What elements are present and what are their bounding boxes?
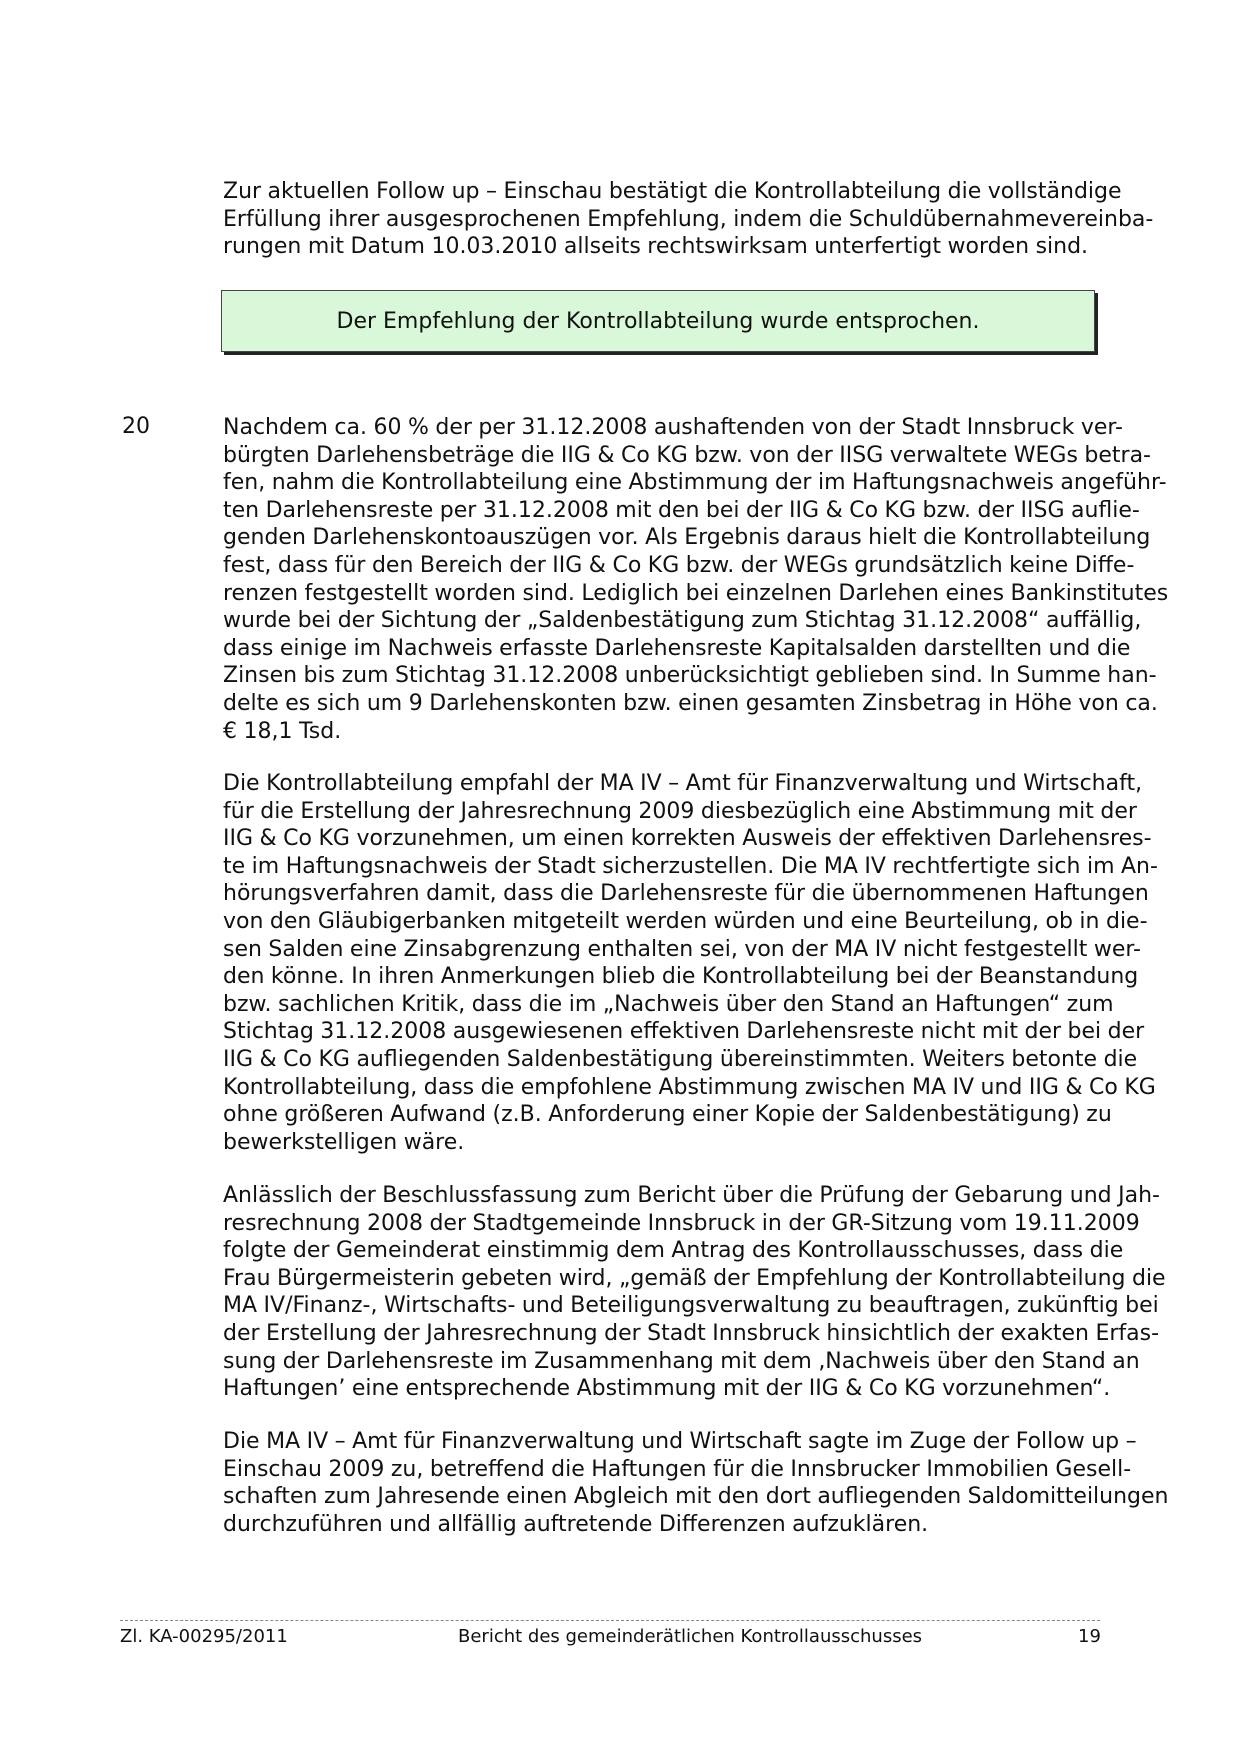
text-line: Frau Bürgermeisterin gebeten wird, „gemäß der Empfehlung der Kontrollabteilung die — [223, 1265, 1166, 1291]
text-line: bürgten Darlehensbeträge die IIG & Co KG bzw. von der IISG verwaltete WEGs betra- — [223, 442, 1151, 468]
page-number: 19 — [1078, 1626, 1101, 1647]
text-line: Haftungen’ eine entsprechende Abstimmung mit der IIG & Co KG vorzunehmen“. — [223, 1376, 1111, 1402]
paragraph-1 — [223, 414, 1169, 745]
text-line: bewerkstelligen wäre. — [223, 1129, 465, 1155]
paragraph-4 — [223, 1428, 1169, 1538]
text-line: Stichtag 31.12.2008 ausgewiesenen effektiven Darlehensreste nicht mit der bei der — [223, 1019, 1145, 1045]
footer-divider — [120, 1620, 1100, 1621]
text-line: Anlässlich der Beschlussfassung zum Bericht über die Prüfung der Gebarung und Jah- — [223, 1183, 1160, 1208]
text-line: delte es sich um 9 Darlehenskonten bzw. einen gesamten Zinsbetrag in Höhe von ca. — [223, 690, 1158, 716]
text-line: te im Haftungsnachweis der Stadt sicherzustellen. Die MA IV rechtfertigte sich im An- — [223, 853, 1158, 879]
text-line: Kontrollabteilung, dass die empfohlene Abstimmung zwischen MA IV und IIG & Co KG — [223, 1074, 1156, 1100]
text-line: resrechnung 2008 der Stadtgemeinde Innsbruck in der GR-Sitzung vom 19.11.2009 — [223, 1210, 1140, 1236]
text-line: fest, dass für den Bereich der IIG & Co KG bzw. der WEGs grundsätzlich keine Diffe- — [223, 552, 1135, 578]
text-line: MA IV/Finanz-, Wirtschafts- und Beteiligungsverwaltung zu beauftragen, zukünftig bei — [223, 1293, 1159, 1319]
section-number: 20 — [122, 414, 150, 439]
text-line: Die Kontrollabteilung empfahl der MA IV – Amt für Finanzverwaltung und Wirtschaft, — [223, 771, 1143, 796]
text-line: von den Gläubigerbanken mitgeteilt werden würden und eine Beurteilung, ob in die- — [223, 908, 1148, 934]
text-line: dass einige im Nachweis erfasste Darlehensreste Kapitalsalden darstellten und die — [223, 635, 1131, 661]
paragraph-2 — [223, 770, 1158, 1156]
text-line: hörungsverfahren damit, dass die Darlehensreste für die übernommenen Haftungen — [223, 881, 1149, 907]
callout-text: Der Empfehlung der Kontrollabteilung wurde entsprochen. — [336, 308, 980, 334]
text-line: fen, nahm die Kontrollabteilung eine Abstimmung der im Haftungsnachweis angeführ- — [223, 470, 1167, 496]
intro-paragraph — [223, 178, 1154, 261]
text-line: sen Salden eine Zinsabgrenzung enthalten sei, von der MA IV nicht festgestellt wer- — [223, 936, 1141, 962]
text-line: durchzuführen und allfällig auftretende Differenzen aufzuklären. — [223, 1511, 929, 1537]
text-line: Einschau 2009 zu, betreffend die Haftungen für die Innsbrucker Immobilien Gesell- — [223, 1456, 1132, 1482]
text-line: Zur aktuellen Follow up – Einschau bestätigt die Kontrollabteilung die vollständige — [223, 179, 1122, 204]
text-line: den könne. In ihren Anmerkungen blieb die Kontrollabteilung bei der Beanstandung — [223, 964, 1139, 990]
text-line: genden Darlehenskontoauszügen vor. Als Ergebnis daraus hielt die Kontrollabteilung — [223, 525, 1151, 551]
text-line: bzw. sachlichen Kritik, dass die im „Nachweis über den Stand an Haftungen“ zum — [223, 991, 1114, 1017]
text-line: sung der Darlehensreste im Zusammenhang mit dem ‚Nachweis über den Stand an — [223, 1348, 1140, 1374]
footer-reference: Zl. KA-00295/2011 — [120, 1626, 288, 1647]
text-line: für die Erstellung der Jahresrechnung 2009 diesbezüglich eine Abstimmung mit der — [223, 798, 1137, 824]
text-line: rungen mit Datum 10.03.2010 allseits rechtswirksam unterfertigt worden sind. — [223, 234, 1089, 260]
recommendation-callout-box — [221, 290, 1095, 352]
text-line: wurde bei der Sichtung der „Saldenbestätigung zum Stichtag 31.12.2008“ auffällig, — [223, 608, 1142, 634]
text-line: der Erstellung der Jahresrechnung der Stadt Innsbruck hinsichtlich der exakten Erfas- — [223, 1320, 1160, 1346]
text-line: Die MA IV – Amt für Finanzverwaltung und Wirtschaft sagte im Zuge der Follow up – — [223, 1429, 1137, 1454]
paragraph-3 — [223, 1182, 1166, 1403]
text-line: IIG & Co KG aufliegenden Saldenbestätigung übereinstimmten. Weiters betonte die — [223, 1046, 1138, 1072]
text-line: IIG & Co KG vorzunehmen, um einen korrekten Ausweis der effektiven Darlehensres- — [223, 826, 1152, 852]
text-line: renzen festgestellt worden sind. Lediglich bei einzelnen Darlehen eines Bankinstitutes — [223, 580, 1169, 606]
text-line: Nachdem ca. 60 % der per 31.12.2008 aushaftenden von der Stadt Innsbruck ver- — [223, 415, 1123, 440]
text-line: Zinsen bis zum Stichtag 31.12.2008 unberücksichtigt geblieben sind. In Summe han- — [223, 663, 1157, 689]
text-line: schaften zum Jahresende einen Abgleich mit den dort aufliegenden Saldomitteilungen — [223, 1484, 1169, 1510]
text-line: € 18,1 Tsd. — [223, 718, 342, 744]
text-line: ohne größeren Aufwand (z.B. Anforderung einer Kopie der Saldenbestätigung) zu — [223, 1102, 1112, 1128]
text-line: Erfüllung ihrer ausgesprochenen Empfehlung, indem die Schuldübernahmevereinba- — [223, 206, 1154, 232]
text-line: folgte der Gemeinderat einstimmig dem Antrag des Kontrollausschusses, dass die — [223, 1238, 1124, 1264]
text-line: ten Darlehensreste per 31.12.2008 mit den bei der IIG & Co KG bzw. der IISG auflie- — [223, 497, 1140, 523]
footer-title: Bericht des gemeinderätlichen Kontrollausschusses — [458, 1626, 923, 1647]
